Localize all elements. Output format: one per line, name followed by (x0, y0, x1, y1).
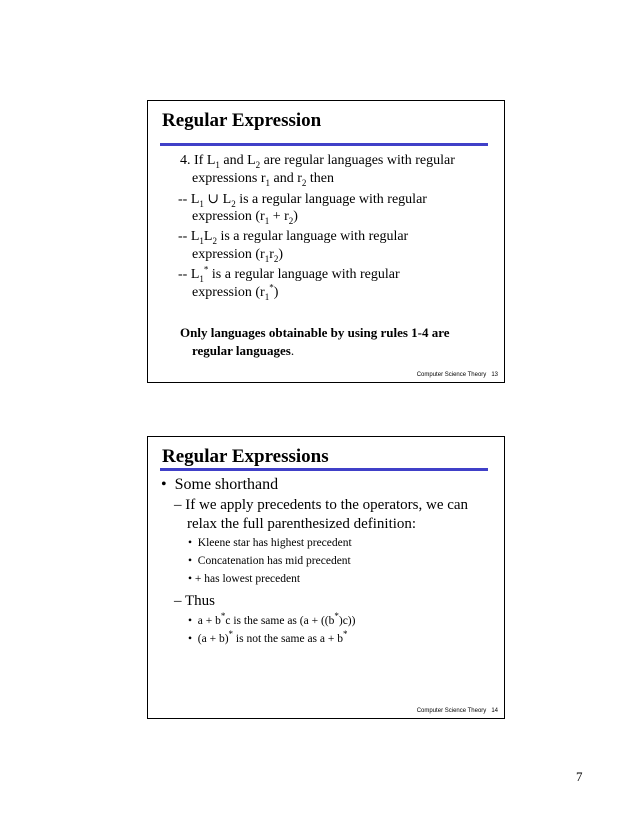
bullet-some-shorthand: • Some shorthand (161, 476, 279, 493)
bullet-icon: • (188, 615, 193, 627)
star-line1: -- $L_1^*$ is a regular language with regular (178, 264, 400, 284)
title-underline (160, 468, 488, 471)
dash-icon: – (174, 497, 182, 513)
sub-bullet-concatenation: • Concatenation has mid precedent (188, 555, 351, 567)
sub-bullet-plus: • + has lowest precedent (188, 573, 301, 585)
sub-bullet-kleene: • Kleene star has highest precedent (188, 537, 352, 549)
bullet-icon: • (161, 476, 167, 493)
bullet-icon: • (188, 573, 193, 585)
bullet-icon: • (188, 633, 193, 645)
dash-item-thus: – Thus (174, 593, 215, 609)
sub-bullet-example-2: • (a + b)* is not the same as a + b* (188, 629, 348, 645)
slide-14 (147, 436, 505, 719)
union-line1: -- $L_1$ ∪ $L_2$ is a regular language with regular (178, 192, 427, 209)
rule4-line2: expressions $r_1$ and $r_2$ then (192, 171, 334, 188)
slide-number: 14 (491, 708, 498, 714)
slide-footer: Computer Science Theory 13 (416, 372, 498, 378)
star-line2: expression $(r_1^*)$ (192, 282, 279, 302)
slide-title: Regular Expressions (162, 446, 329, 467)
bullet-icon: • (188, 537, 193, 549)
note-line1: Only languages obtainable by using rules 1-4 are (180, 325, 450, 340)
concat-line2: expression $(r_1r_2)$ (192, 247, 284, 264)
dash-item-precedents-cont: relax the full parenthesized definition: (187, 516, 417, 532)
dash-icon: – (174, 593, 182, 609)
union-line2: expression $(r_1 + r_2)$ (192, 209, 298, 226)
slide-13 (147, 100, 505, 383)
note-line2: regular languages. (192, 343, 295, 358)
sub-bullet-example-1: • a + b*c is the same as (a + ((b*)c)) (188, 611, 356, 627)
rule4-line1: 4. If $L_1$ and $L_2$ are regular languages with regular (180, 153, 455, 170)
slide-title: Regular Expression (162, 110, 322, 131)
dash-item-precedents: – If we apply precedents to the operators, we can (174, 497, 469, 513)
bullet-icon: • (188, 555, 193, 567)
slide-footer: Computer Science Theory 14 (416, 708, 498, 714)
slide-number: 13 (491, 372, 498, 378)
concat-line1: -- $L_1L_2$ is a regular language with regular (178, 229, 409, 246)
title-underline (160, 143, 488, 146)
page-number: 7 (576, 769, 583, 784)
